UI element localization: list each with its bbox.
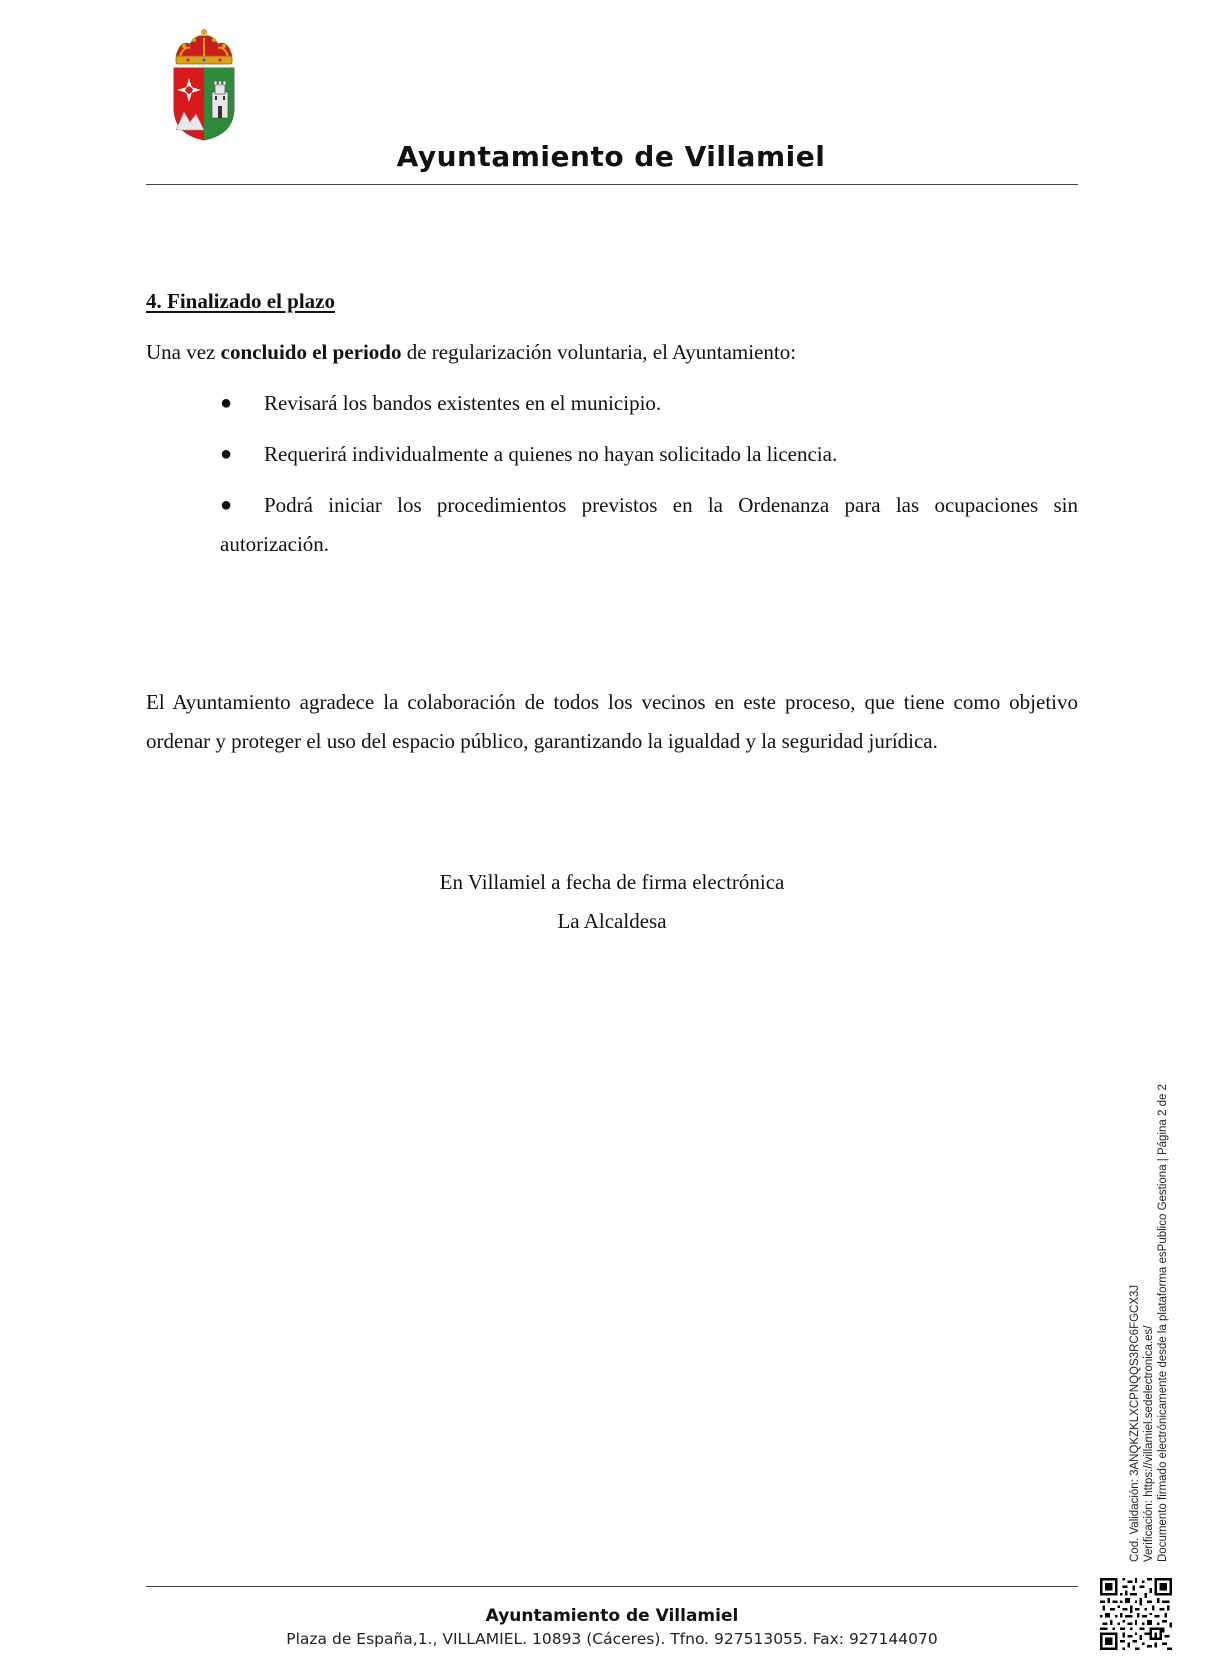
intro-text-end: de regularización voluntaria, el Ayuntamiento: [401, 340, 797, 364]
footer-name: Ayuntamiento de Villamiel [485, 1606, 739, 1626]
header-title: Ayuntamiento de Villamiel [396, 140, 826, 173]
list-item-text: Podrá iniciar los procedimientos previstos en la Ordenanza para las ocupaciones sin autorización. [220, 493, 1078, 556]
footer-divider [146, 1586, 1078, 1587]
section-heading: 4. Finalizado el plazo [146, 289, 335, 313]
signature-role: La Alcaldesa [557, 909, 667, 933]
bullet-icon: ● [220, 443, 233, 465]
municipal-crest-logo [170, 26, 238, 142]
validation-code: Cod. Validación: 3ANQKZKLXCPNQQS3RC6FGCX3J [1129, 1284, 1141, 1562]
list-item [220, 384, 1078, 423]
list-item-text: Revisará los bandos existentes en el municipio. [264, 391, 662, 415]
crown-icon [176, 29, 232, 64]
list-item [220, 486, 1078, 564]
intro-text-bold: concluido el periodo [220, 340, 402, 364]
closing-paragraph: El Ayuntamiento agradece la colaboración de todos los vecinos en este proceso, que tiene como objetivo ordenar y proteger el uso del espacio público, garantizando la igualdad y la seguridad jurídica. [146, 690, 1078, 753]
signature-platform-note: Documento firmado electrónicamente desde la plataforma esPublico Gestiona | Página 2 de 2 [1157, 1084, 1169, 1562]
verification-strip [1128, 1052, 1170, 1562]
bullet-icon: ● [220, 392, 233, 414]
header-divider [146, 184, 1078, 185]
list-item [220, 435, 1078, 474]
bullet-icon: ● [220, 494, 233, 516]
list-item-text: Requerirá individualmente a quienes no hayan solicitado la licencia. [264, 442, 838, 466]
intro-text-start: Una vez [146, 340, 221, 364]
footer-address: Plaza de España,1., VILLAMIEL. 10893 (Cáceres). Tfno. 927513055. Fax: 927144070 [286, 1630, 938, 1648]
qr-code-icon [1100, 1578, 1172, 1650]
intro-paragraph [146, 333, 1078, 372]
signature-place-date: En Villamiel a fecha de firma electrónica [439, 870, 785, 894]
action-list [220, 384, 1078, 576]
shield-icon [174, 68, 234, 140]
verification-url: Verificación: https://villamiel.sedelectronica.es/ [1143, 1325, 1155, 1562]
